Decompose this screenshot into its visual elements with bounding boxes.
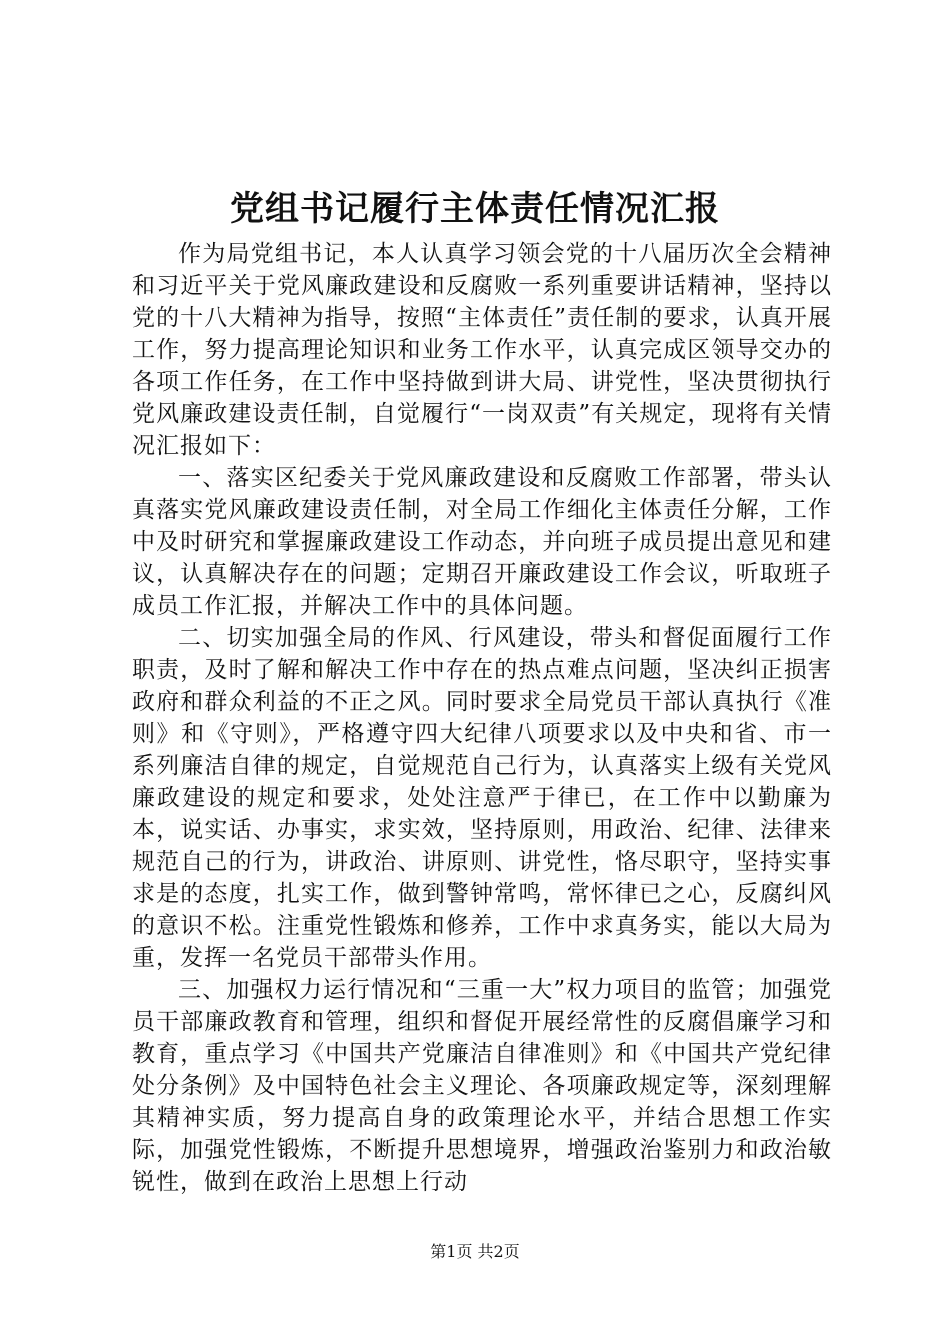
document-title: 党组书记履行主体责任情况汇报 (230, 189, 720, 229)
paragraph-section-1: 一、落实区纪委关于党风廉政建设和反腐败工作部署，带头认真落实党风廉政建设责任制，对全局工作细化主体责任分解，工作中及时研究和掌握廉政建设工作动态，并向班子成员提出意见和建议，认真解决存在的问题；定期召开廉政建设工作会议，听取班子成员工作汇报，并解决工作中的具体问题。 (132, 465, 832, 619)
document-body (132, 238, 832, 1198)
page-number-footer: 第1页 共2页 (430, 1242, 520, 1261)
paragraph-section-2: 二、切实加强全局的作风、行风建设，带头和督促面履行工作职责，及时了解和解决工作中存在的热点难点问题，坚决纠正损害政府和群众利益的不正之风。同时要求全局党员干部认真执行《准则》和《守则》，严格遵守四大纪律八项要求以及中央和省、市一系列廉洁自律的规定，自觉规范自己行为，认真落实上级有关党风廉政建设的规定和要求，处处注意严于律已，在工作中以勤廉为本，说实话、办事实，求实效，坚持原则，用政治、纪律、法律来规范自己的行为，讲政治、讲原则、讲党性，恪尽职守，坚持实事求是的态度，扎实工作，做到警钟常鸣，常怀律已之心，反腐纠风的意识不松。注重党性锻炼和修养，工作中求真务实，能以大局为重，发挥一名党员干部带头作用。 (132, 625, 832, 971)
paragraph-section-3: 三、加强权力运行情况和“三重一大”权力项目的监管；加强党员干部廉政教育和管理，组织和督促开展经常性的反腐倡廉学习和教育，重点学习《中国共产党廉洁自律准则》和《中国共产党纪律处分条例》及中国特色社会主义理论、各项廉政规定等，深刻理解其精神实质，努力提高自身的政策理论水平，并结合思想工作实际，加强党性锻炼，不断提升思想境界，增强政治鉴别力和政治敏锐性，做到在政治上思想上行动 (132, 977, 832, 1195)
paragraph-intro: 作为局党组书记，本人认真学习领会党的十八届历次全会精神和习近平关于党风廉政建设和反腐败一系列重要讲话精神，坚持以党的十八大精神为指导，按照“主体责任”责任制的要求，认真开展工作，努力提高理论知识和业务工作水平，认真完成区领导交办的各项工作任务，在工作中坚持做到讲大局、讲党性，坚决贯彻执行党风廉政建设责任制，自觉履行“一岗双责”有关规定，现将有关情况汇报如下： (132, 241, 832, 459)
